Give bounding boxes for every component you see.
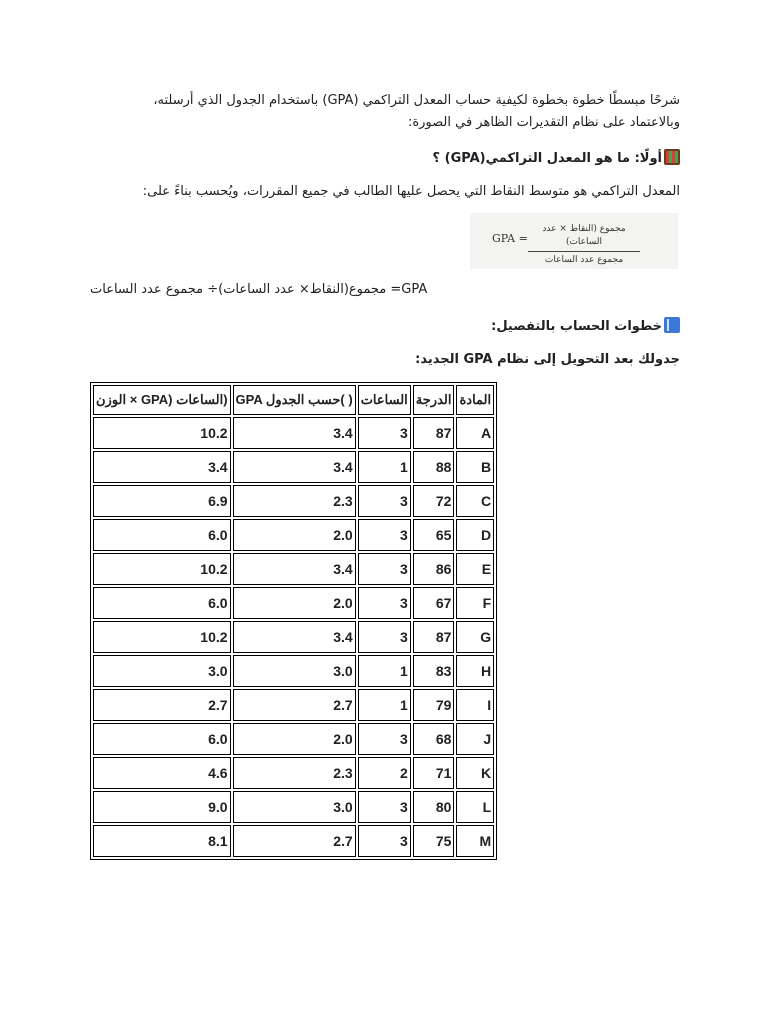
cell-grade: 68 [413,723,455,755]
cell-grade: 88 [413,451,455,483]
col-hours-header: الساعات [358,385,411,415]
cell-weight: 10.2 [93,553,231,585]
heading-what-is-gpa [433,148,680,170]
cell-hours: 1 [358,689,411,721]
cell-hours: 3 [358,825,411,857]
cell-gpa: 2.0 [233,587,356,619]
formula-fraction [528,223,640,267]
cell-hours: 3 [358,553,411,585]
cell-weight: 3.0 [93,655,231,687]
cell-subject: K [456,757,494,789]
col-gpa-header: GPA حسب الجدول( ) [233,385,356,415]
table-row [93,519,494,551]
heading-table: جدولك بعد التحويل إلى نظام GPA الجديد: [415,352,680,367]
cell-subject: A [456,417,494,449]
table-row [93,689,494,721]
cell-gpa: 3.0 [233,655,356,687]
cell-weight: 6.9 [93,485,231,517]
cell-grade: 75 [413,825,455,857]
cell-hours: 3 [358,723,411,755]
cell-gpa: 3.4 [233,417,356,449]
book-icon [664,317,680,333]
table-header-row [93,385,494,415]
cell-subject: F [456,587,494,619]
fraction-bar [528,251,640,252]
cell-subject: M [456,825,494,857]
cell-grade: 72 [413,485,455,517]
cell-grade: 87 [413,417,455,449]
cell-hours: 3 [358,485,411,517]
cell-gpa: 3.4 [233,621,356,653]
table-row [93,451,494,483]
cell-weight: 6.0 [93,519,231,551]
cell-gpa: 2.7 [233,689,356,721]
cell-gpa: 2.0 [233,519,356,551]
cell-gpa: 3.4 [233,553,356,585]
cell-subject: L [456,791,494,823]
cell-subject: E [456,553,494,585]
table-row [93,655,494,687]
cell-hours: 3 [358,621,411,653]
cell-hours: 1 [358,655,411,687]
cell-weight: 10.2 [93,621,231,653]
table-row [93,723,494,755]
cell-weight: 2.7 [93,689,231,721]
abacus-icon [664,149,680,165]
cell-hours: 2 [358,757,411,789]
cell-hours: 1 [358,451,411,483]
cell-weight: 3.4 [93,451,231,483]
cell-weight: 6.0 [93,587,231,619]
cell-subject: I [456,689,494,721]
table-row [93,621,494,653]
cell-grade: 65 [413,519,455,551]
cell-subject: G [456,621,494,653]
cell-subject: H [456,655,494,687]
col-subject-header: المادة [456,385,494,415]
cell-weight: 9.0 [93,791,231,823]
definition-paragraph: المعدل التراكمي هو متوسط النقاط التي يحصل عليها الطالب في جميع المقررات، ويُحسب بناءً على: [142,184,680,199]
heading-steps-text: خطوات الحساب بالتفصيل: [491,319,662,334]
cell-gpa: 2.7 [233,825,356,857]
cell-gpa: 2.3 [233,485,356,517]
formula-numerator: مجموع (النقاط × عدد الساعات) [542,224,626,247]
cell-grade: 83 [413,655,455,687]
heading-what-is-gpa-text: أولًا: ما هو المعدل التراكمي(GPA) ؟ [432,151,662,166]
formula-lhs: GPA = [492,232,528,245]
cell-grade: 87 [413,621,455,653]
formula-plain-text: GPA= مجموع(النقاط× عدد الساعات)÷ مجموع عدد الساعات [90,282,428,297]
cell-subject: D [456,519,494,551]
table-row [93,587,494,619]
cell-weight: 10.2 [93,417,231,449]
cell-weight: 6.0 [93,723,231,755]
cell-hours: 3 [358,791,411,823]
cell-hours: 3 [358,417,411,449]
cell-grade: 86 [413,553,455,585]
cell-gpa: 2.0 [233,723,356,755]
cell-hours: 3 [358,519,411,551]
cell-grade: 71 [413,757,455,789]
heading-steps [491,316,680,338]
cell-grade: 79 [413,689,455,721]
table-row [93,553,494,585]
gpa-table [90,382,497,860]
table-row [93,417,494,449]
intro-paragraph: شرحًا مبسطًا خطوة بخطوة لكيفية حساب المعدل التراكمي (GPA) باستخدام الجدول الذي أرسلته، وبالاعتماد على نظام التقديرات الظاهر في الصورة: [153,93,680,130]
cell-weight: 4.6 [93,757,231,789]
cell-weight: 8.1 [93,825,231,857]
table-row [93,757,494,789]
cell-grade: 67 [413,587,455,619]
cell-subject: J [456,723,494,755]
formula-image [470,213,678,269]
cell-grade: 80 [413,791,455,823]
col-grade-header: الدرجة [413,385,455,415]
cell-gpa: 3.0 [233,791,356,823]
table-row [93,825,494,857]
cell-subject: B [456,451,494,483]
table-row [93,791,494,823]
cell-gpa: 3.4 [233,451,356,483]
formula-denominator: مجموع عدد الساعات [544,255,624,265]
table-row [93,485,494,517]
cell-hours: 3 [358,587,411,619]
cell-gpa: 2.3 [233,757,356,789]
cell-subject: C [456,485,494,517]
col-weight-header: الوزن × GPA) الساعات) [93,385,231,415]
